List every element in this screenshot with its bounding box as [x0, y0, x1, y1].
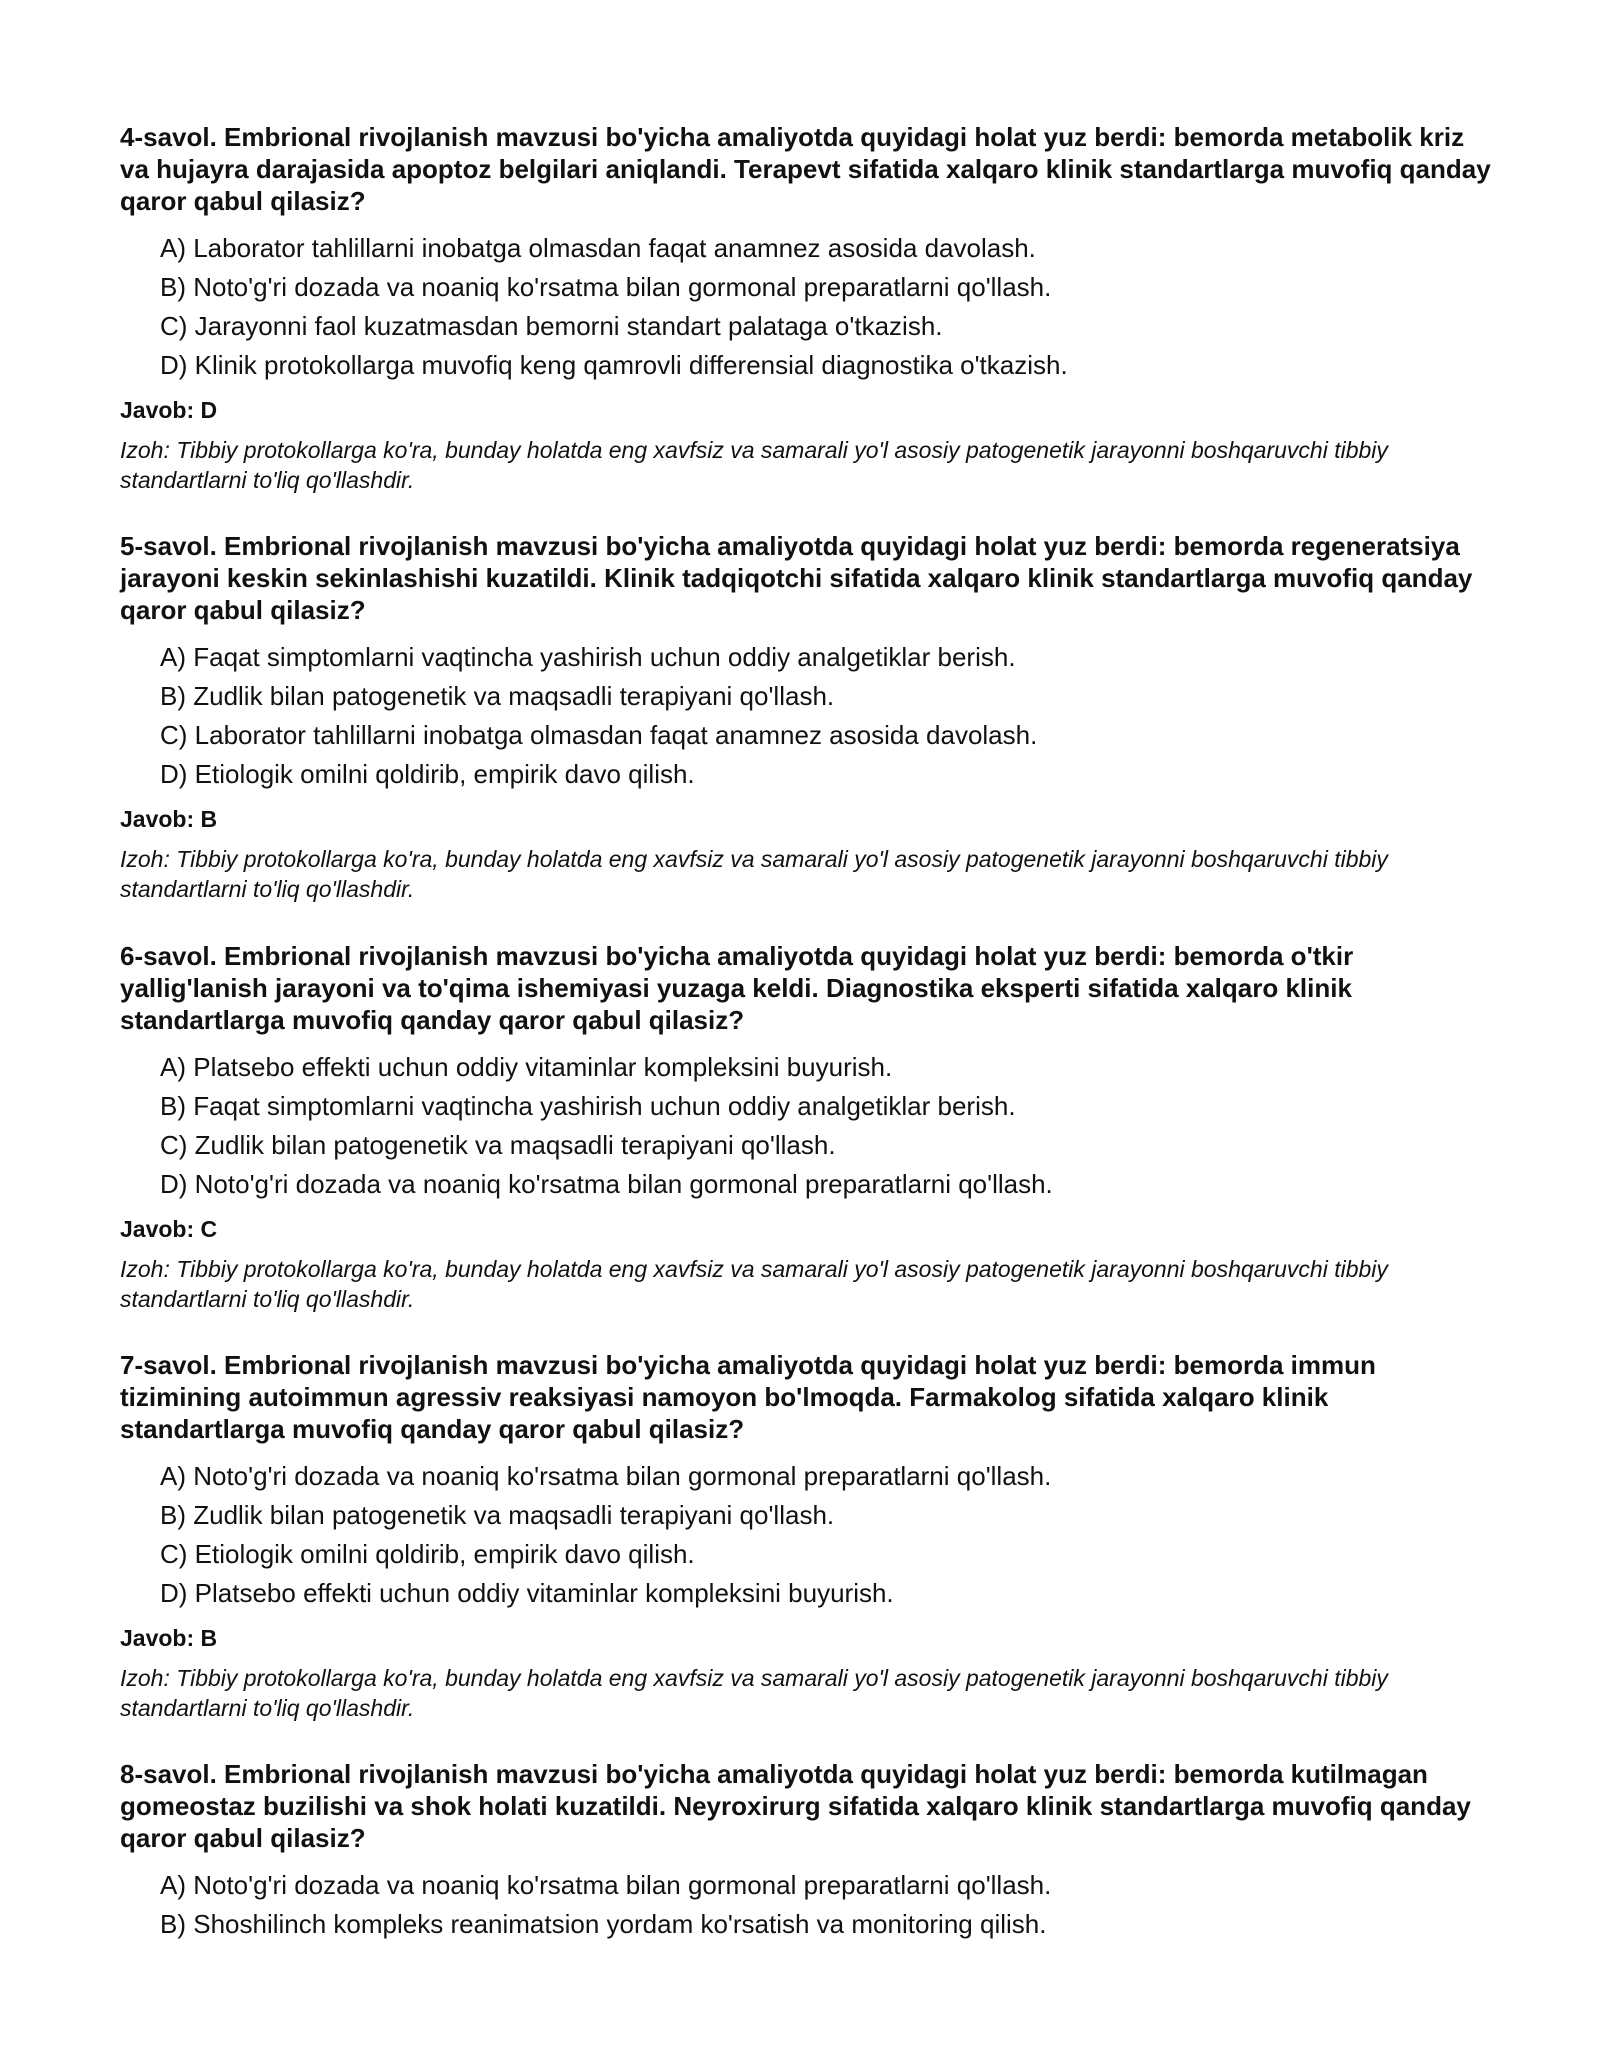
- answer-label: Javob: B: [120, 806, 218, 832]
- answer-label: Javob: C: [120, 1216, 218, 1242]
- options-list: [120, 1457, 1500, 1613]
- option-d: D) Etiologik omilni qoldirib, empirik davo qilish.: [160, 759, 695, 789]
- options-list: [120, 638, 1500, 794]
- option-c: C) Jarayonni faol kuzatmasdan bemorni standart palataga o'tkazish.: [160, 311, 943, 341]
- question-block: [120, 1758, 1500, 1944]
- option-b: B) Noto'g'ri dozada va noaniq ko'rsatma bilan gormonal preparatlarni qo'llash.: [160, 272, 1052, 302]
- explanation-note: Izoh: Tibbiy protokollarga ko'ra, bunday holatda eng xavfsiz va samarali yo'l asosiy patogenetik jarayonni boshqaruvchi tibbiy standartlarni to'liq qo'llashdir.: [120, 1665, 1388, 1721]
- option-b: B) Faqat simptomlarni vaqtincha yashirish uchun oddiy analgetiklar berish.: [160, 1091, 1016, 1121]
- option-d: D) Klinik protokollarga muvofiq keng qamrovli differensial diagnostika o'tkazish.: [160, 350, 1068, 380]
- explanation-note: Izoh: Tibbiy protokollarga ko'ra, bunday holatda eng xavfsiz va samarali yo'l asosiy patogenetik jarayonni boshqaruvchi tibbiy standartlarni to'liq qo'llashdir.: [120, 1256, 1388, 1312]
- option-c: C) Zudlik bilan patogenetik va maqsadli terapiyani qo'llash.: [160, 1130, 836, 1160]
- option-b: B) Zudlik bilan patogenetik va maqsadli terapiyani qo'llash.: [160, 681, 835, 711]
- question-block: [120, 530, 1500, 904]
- option-a: A) Laborator tahlillarni inobatga olmasdan faqat anamnez asosida davolash.: [160, 233, 1036, 263]
- option-c: C) Laborator tahlillarni inobatga olmasdan faqat anamnez asosida davolash.: [160, 720, 1038, 750]
- explanation-note: Izoh: Tibbiy protokollarga ko'ra, bunday holatda eng xavfsiz va samarali yo'l asosiy patogenetik jarayonni boshqaruvchi tibbiy standartlarni to'liq qo'llashdir.: [120, 437, 1388, 493]
- option-b: B) Zudlik bilan patogenetik va maqsadli terapiyani qo'llash.: [160, 1500, 835, 1530]
- option-b: B) Shoshilinch kompleks reanimatsion yordam ko'rsatish va monitoring qilish.: [160, 1909, 1047, 1939]
- question-block: [120, 940, 1500, 1314]
- question-block: [120, 121, 1500, 495]
- question-title: 7-savol. Embrional rivojlanish mavzusi bo'yicha amaliyotda quyidagi holat yuz berdi: bemorda immun tizimining autoimmun agressiv reaksiyasi namoyon bo'lmoqda. Farmakolog sifatida xalqaro klinik standartlarga muvofiq qanday qaror qabul qilasiz?: [120, 1350, 1376, 1444]
- question-title: 8-savol. Embrional rivojlanish mavzusi bo'yicha amaliyotda quyidagi holat yuz berdi: bemorda kutilmagan gomeostaz buzilishi va shok holati kuzatildi. Neyroxirurg sifatida xalqaro klinik standartlarga muvofiq qanday qaror qabul qilasiz?: [120, 1759, 1471, 1853]
- options-list: [120, 1866, 1500, 1944]
- option-a: A) Platsebo effekti uchun oddiy vitaminlar kompleksini buyurish.: [160, 1052, 893, 1082]
- option-d: D) Platsebo effekti uchun oddiy vitaminlar kompleksini buyurish.: [160, 1578, 894, 1608]
- option-a: A) Noto'g'ri dozada va noaniq ko'rsatma bilan gormonal preparatlarni qo'llash.: [160, 1461, 1052, 1491]
- explanation-note: Izoh: Tibbiy protokollarga ko'ra, bunday holatda eng xavfsiz va samarali yo'l asosiy patogenetik jarayonni boshqaruvchi tibbiy standartlarni to'liq qo'llashdir.: [120, 846, 1388, 902]
- question-title: 6-savol. Embrional rivojlanish mavzusi bo'yicha amaliyotda quyidagi holat yuz berdi: bemorda o'tkir yallig'lanish jarayoni va to'qima ishemiyasi yuzaga keldi. Diagnostika eksperti sifatida xalqaro klinik standartlarga muvofiq qanday qaror qabul qilasiz?: [120, 941, 1354, 1035]
- answer-label: Javob: B: [120, 1625, 218, 1651]
- option-d: D) Noto'g'ri dozada va noaniq ko'rsatma bilan gormonal preparatlarni qo'llash.: [160, 1169, 1053, 1199]
- question-title: 4-savol. Embrional rivojlanish mavzusi bo'yicha amaliyotda quyidagi holat yuz berdi: bemorda metabolik kriz va hujayra darajasida apoptoz belgilari aniqlandi. Terapevt sifatida xalqaro klinik standartlarga muvofiq qanday qaror qabul qilasiz?: [120, 122, 1491, 216]
- option-a: A) Noto'g'ri dozada va noaniq ko'rsatma bilan gormonal preparatlarni qo'llash.: [160, 1870, 1052, 1900]
- option-c: C) Etiologik omilni qoldirib, empirik davo qilish.: [160, 1539, 695, 1569]
- question-block: [120, 1349, 1500, 1723]
- options-list: [120, 1048, 1500, 1204]
- question-title: 5-savol. Embrional rivojlanish mavzusi bo'yicha amaliyotda quyidagi holat yuz berdi: bemorda regeneratsiya jarayoni keskin sekinlashishi kuzatildi. Klinik tadqiqotchi sifatida xalqaro klinik standartlarga muvofiq qanday qaror qabul qilasiz?: [120, 531, 1473, 625]
- answer-label: Javob: D: [120, 397, 218, 423]
- options-list: [120, 229, 1500, 385]
- option-a: A) Faqat simptomlarni vaqtincha yashirish uchun oddiy analgetiklar berish.: [160, 642, 1016, 672]
